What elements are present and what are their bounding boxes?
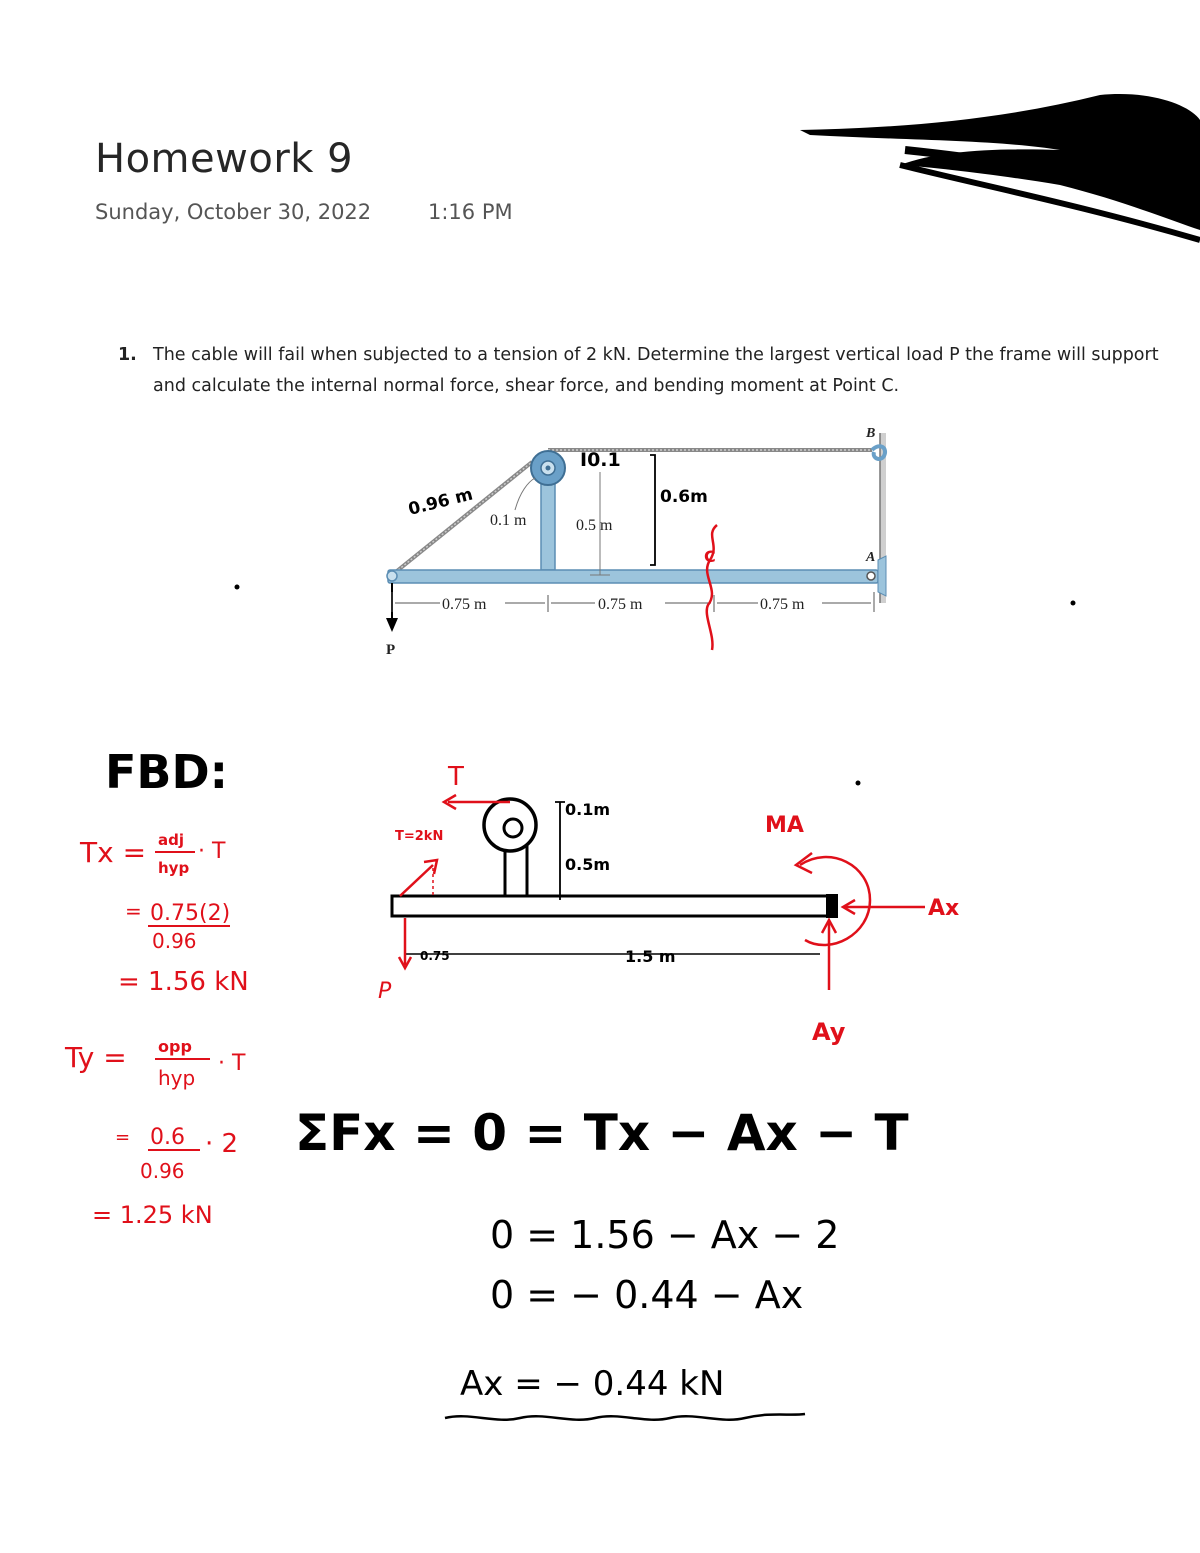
dim-0-5-m: 0.5 m: [576, 517, 613, 534]
label-b: B: [866, 426, 876, 441]
annot-0-6m: 0.6m: [660, 487, 708, 507]
fbd-t-label: T: [448, 762, 464, 792]
fbd-ma-label: MA: [765, 813, 804, 838]
ty-frac-den: hyp: [158, 1066, 196, 1090]
fbd-ay-label: Ay: [812, 1018, 846, 1046]
fbd-t-value: T=2kN: [395, 829, 444, 844]
ty-line2-mult: · 2: [205, 1129, 239, 1159]
fbd-heading: FBD:: [105, 745, 229, 799]
tx-lhs: Tx =: [80, 836, 147, 869]
dim-span-2: 0.75 m: [598, 596, 643, 613]
page-title: Homework 9: [95, 136, 354, 182]
redaction-scribble: [800, 94, 1200, 240]
stray-dot: [856, 781, 861, 786]
problem-text: The cable will fail when subjected to a tension of 2 kN. Determine the largest vertical load P the frame will support and calculate the internal normal force, shear force, and bending moment at Point C.: [153, 345, 1159, 396]
ty-line2-num: 0.6: [150, 1125, 185, 1150]
stray-dot: [235, 585, 240, 590]
dim-0-1-m: 0.1 m: [490, 512, 527, 529]
fbd-dim-0-75: 0.75: [420, 949, 450, 963]
fbd-dim-0-1m: 0.1m: [565, 800, 611, 819]
equation-line-3: Ax = − 0.44 kN: [460, 1364, 725, 1404]
pin-a: [867, 572, 875, 580]
dim-span-3: 0.75 m: [760, 596, 805, 613]
tx-frac-num: adj: [158, 831, 185, 849]
tx-line2-num: 0.75(2): [150, 901, 231, 926]
fbd-dim-0-5m: 0.5m: [565, 855, 611, 874]
equation-line-1: 0 = 1.56 − Ax − 2: [490, 1213, 840, 1257]
page-date: Sunday, October 30, 2022: [95, 200, 372, 224]
equation-line-2: 0 = − 0.44 − Ax: [490, 1273, 804, 1317]
page-time: 1:16 PM: [428, 200, 513, 224]
label-p: P: [386, 642, 396, 658]
tx-times: · T: [198, 839, 226, 864]
tx-frac-den: hyp: [158, 859, 190, 877]
label-a: A: [866, 550, 876, 565]
answer-underline: [445, 1414, 805, 1420]
equation-sum-fx: ΣFx = 0 = Tx − Ax − T: [295, 1104, 909, 1162]
ty-lhs: Ty =: [65, 1041, 127, 1074]
section-cut-c: [707, 525, 717, 650]
svg-text:=: =: [115, 1127, 131, 1148]
beam: [388, 570, 878, 583]
problem-number: 1.: [118, 345, 137, 365]
ty-times: · T: [218, 1051, 246, 1076]
tx-line2-den: 0.96: [152, 929, 197, 953]
tx-result: = 1.56 kN: [118, 967, 249, 997]
dim-span-1: 0.75 m: [442, 596, 487, 613]
ty-frac-num: opp: [158, 1037, 192, 1056]
fbd-ax-label: Ax: [928, 896, 960, 921]
svg-text:=: =: [125, 899, 142, 923]
tx-calculation: [79, 831, 249, 997]
ty-calculation: [64, 1037, 246, 1229]
annot-hypotenuse: 0.96 m: [406, 484, 475, 520]
annot-i01: I0.1: [580, 449, 621, 471]
fbd-p-label: P: [378, 979, 392, 1004]
label-c: C: [704, 547, 716, 566]
ty-line2-den: 0.96: [140, 1159, 185, 1183]
fbd-dim-1-5m: 1.5 m: [625, 947, 676, 966]
ty-result: = 1.25 kN: [92, 1201, 213, 1229]
stray-dot: [1071, 601, 1076, 606]
